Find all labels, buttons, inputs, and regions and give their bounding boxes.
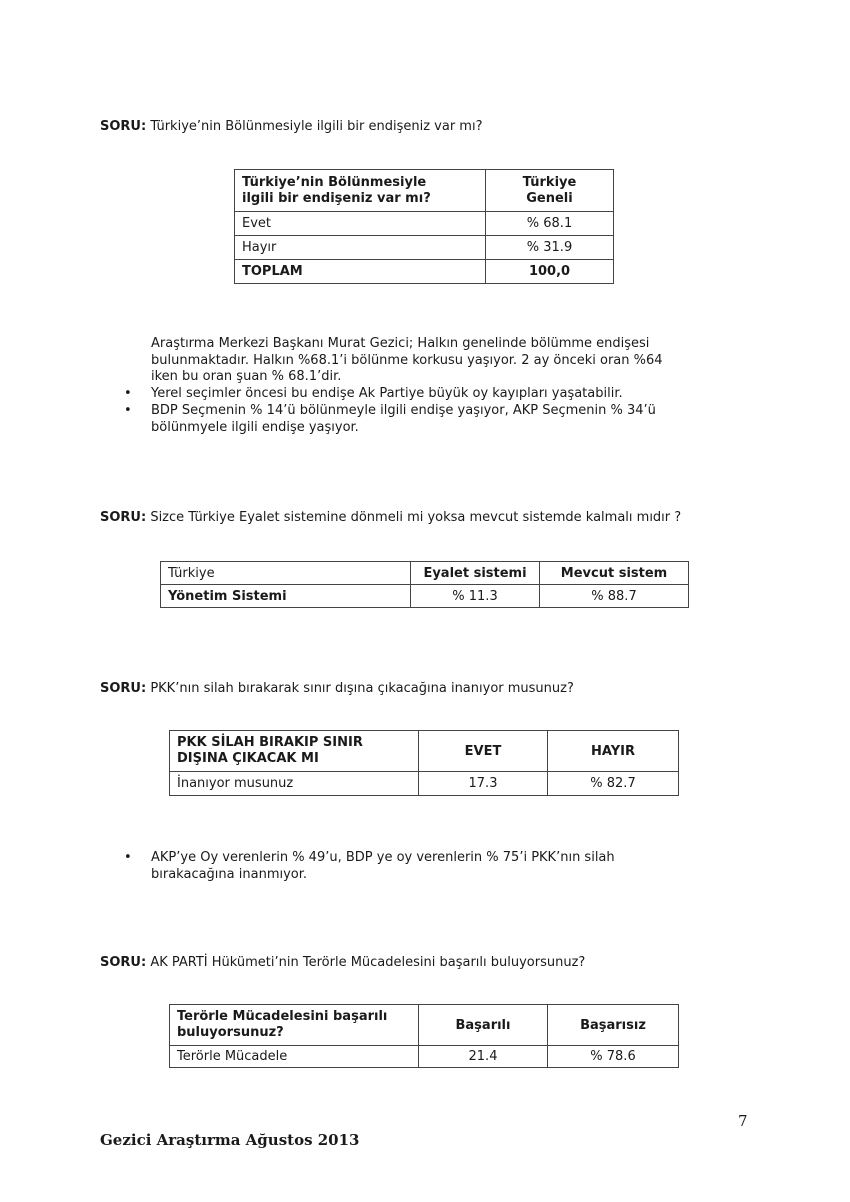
- table3-header-question: PKK SİLAH BIRAKIP SINIR DIŞINA ÇIKACAK MI: [170, 731, 419, 772]
- question-3: [100, 681, 574, 696]
- table-row: [161, 585, 689, 608]
- question-2: [100, 510, 681, 525]
- table2-header-current-system: Mevcut sistem: [540, 562, 689, 585]
- table1-total-label: TOPLAM: [235, 260, 486, 284]
- question-4: [100, 955, 585, 970]
- table1-header-question: Türkiye’nin Bölünmesiyle ilgili bir endişeniz var mı?: [235, 170, 486, 212]
- table4-row-label: Terörle Mücadele: [170, 1046, 419, 1068]
- table-row: [170, 772, 679, 796]
- table-governance-system: [160, 561, 689, 608]
- table4-header-question: Terörle Mücadelesini başarılı buluyorsunuz?: [170, 1005, 419, 1046]
- table-pkk-disarmament: [169, 730, 679, 796]
- table1-row-value: % 68.1: [486, 212, 614, 236]
- question-2-text: Sizce Türkiye Eyalet sistemine dönmeli mi yoksa mevcut sistemde kalmalı mıdır ?: [146, 510, 682, 525]
- table-row: [235, 236, 614, 260]
- table1-row-label: Evet: [235, 212, 486, 236]
- bullet-icon: •: [124, 386, 132, 401]
- table3-header-no: HAYIR: [548, 731, 679, 772]
- table-row: [235, 260, 614, 284]
- table2-row-label: Yönetim Sistemi: [161, 585, 411, 608]
- commentary-paragraph: Araştırma Merkezi Başkanı Murat Gezici; Halkın genelinde bölümme endişesi bulunmaktadır. Halkın %68.1’i bölünme korkusu yaşıyor. 2 ay önceki oran %64 iken bu oran şuan % 68.1’dir.: [151, 336, 663, 384]
- question-4-text: AK PARTİ Hükümeti’nin Terörle Mücadelesini başarılı buluyorsunuz?: [146, 955, 586, 970]
- list-item: • Yerel seçimler öncesi bu endişe Ak Partiye büyük oy kayıpları yaşatabilir.: [124, 386, 623, 401]
- bullet-icon: •: [124, 403, 132, 418]
- question-3-text: PKK’nın silah bırakarak sınır dışına çıkacağına inanıyor musunuz?: [146, 681, 574, 696]
- table4-row-value-successful: 21.4: [419, 1046, 548, 1068]
- question-2-label: SORU:: [100, 510, 147, 525]
- page-number: 7: [738, 1112, 748, 1130]
- table2-row-value-state: % 11.3: [411, 585, 540, 608]
- bullet-icon: •: [124, 850, 132, 865]
- table2-header-turkey: Türkiye: [161, 562, 411, 585]
- question-1: [100, 119, 482, 134]
- table3-row-label: İnanıyor musunuz: [170, 772, 419, 796]
- table3-header-yes: EVET: [419, 731, 548, 772]
- footer-text: Gezici Araştırma Ağustos 2013: [100, 1131, 360, 1149]
- table3-row-value-no: % 82.7: [548, 772, 679, 796]
- table2-header-state-system: Eyalet sistemi: [411, 562, 540, 585]
- table-division-concern: [234, 169, 614, 284]
- table4-row-value-unsuccessful: % 78.6: [548, 1046, 679, 1068]
- question-1-text: Türkiye’nin Bölünmesiyle ilgili bir endişeniz var mı?: [146, 119, 483, 134]
- table1-total-value: 100,0: [486, 260, 614, 284]
- list-item: • BDP Seçmenin % 14’ü bölünmeyle ilgili endişe yaşıyor, AKP Seçmenin % 34’ü bölünmyele ilgili endişe yaşıyor.: [124, 403, 656, 435]
- table2-row-value-current: % 88.7: [540, 585, 689, 608]
- question-4-label: SORU:: [100, 955, 147, 970]
- table4-header-successful: Başarılı: [419, 1005, 548, 1046]
- table-row: [170, 1046, 679, 1068]
- table1-row-label: Hayır: [235, 236, 486, 260]
- question-1-label: SORU:: [100, 119, 147, 134]
- table1-header-turkey: Türkiye Geneli: [486, 170, 614, 212]
- table-row: [235, 212, 614, 236]
- table4-header-unsuccessful: Başarısız: [548, 1005, 679, 1046]
- table-terror-fight: [169, 1004, 679, 1068]
- table3-row-value-yes: 17.3: [419, 772, 548, 796]
- list-item: • AKP’ye Oy verenlerin % 49’u, BDP ye oy verenlerin % 75’i PKK’nın silah bırakacağına inanmıyor.: [124, 850, 615, 882]
- table1-row-value: % 31.9: [486, 236, 614, 260]
- question-3-label: SORU:: [100, 681, 147, 696]
